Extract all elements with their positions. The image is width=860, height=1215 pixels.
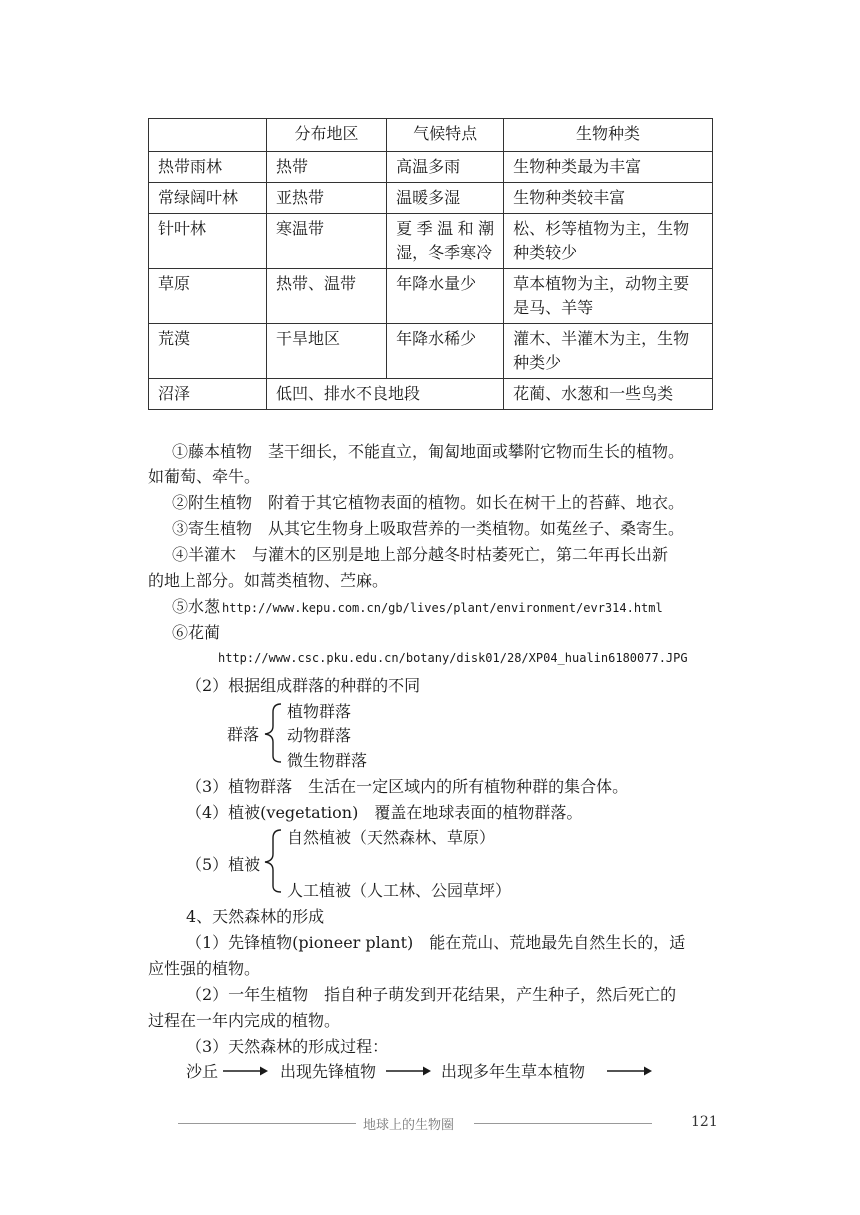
table-cell: 草本植物为主，动物主要是马、羊等 [504,269,713,324]
table-cell: 年降水量少 [387,269,504,324]
note-vine: ①藤本植物 茎干细长，不能直立，匍匐地面或攀附它物而生长的植物。 [172,442,685,461]
page-number: 121 [691,1114,718,1130]
forest-process-heading: （3）天然森林的形成过程： [186,1037,389,1056]
table-cell: 年降水稀少 [387,324,504,379]
table-cell: 生物种类较丰富 [504,183,713,214]
flow-arrow-icon [606,1063,654,1079]
table-cell: 松、杉等植物为主，生物种类较少 [504,214,713,269]
forest-pioneer-cont: 应性强的植物。 [148,959,261,978]
flow-arrow-icon [385,1063,433,1079]
table-cell: 温暖多湿 [387,183,504,214]
biome-table [148,118,713,410]
community-heading: （2）根据组成群落的种群的不同 [186,676,421,695]
flow-step: 沙丘 [186,1062,219,1081]
table-header-cell: 生物种类 [504,119,713,152]
note-scirpus [172,595,663,620]
note-butomus-label: ⑥花蔺 [172,623,221,642]
community-brace [259,700,285,766]
flow-step: 出现先锋植物 [280,1062,377,1081]
table-cell: 沼泽 [149,379,267,410]
footer-rule-left [178,1123,356,1124]
table-row [149,269,713,324]
table-row [149,152,713,183]
table-cell: 草原 [149,269,267,324]
community-root: 群落 [227,725,260,744]
community-item: 植物群落 [287,702,352,721]
table-row [149,324,713,379]
table-cell: 针叶林 [149,214,267,269]
forest-annual: （2）一年生植物 指自种子萌发到开花结果，产生种子，然后死亡的 [186,985,677,1004]
note-subshrub-cont: 的地上部分。如蒿类植物、苎麻。 [148,571,389,590]
footer-title: 地球上的生物圈 [363,1118,455,1133]
note-subshrub: ④半灌木 与灌木的区别是地上部分越冬时枯萎死亡，第二年再长出新 [172,545,669,564]
table-header-row [149,119,713,152]
forest-pioneer: （1）先锋植物(pioneer plant) 能在荒山、荒地最先自然生长的，适 [186,933,686,952]
table-cell: 热带雨林 [149,152,267,183]
flow-step: 出现多年生草本植物 [441,1062,586,1081]
table-row [149,183,713,214]
note-butomus-url[interactable]: http://www.csc.pku.edu.cn/botany/disk01/28/XP04_hualin6180077.JPG [218,651,688,665]
table-cell: 热带 [267,152,387,183]
table-cell: 花蔺、水葱和一些鸟类 [504,379,713,410]
table-header-cell: 分布地区 [267,119,387,152]
table-cell: 亚热带 [267,183,387,214]
table-cell: 生物种类最为丰富 [504,152,713,183]
footer-rule-right [474,1123,652,1124]
table-cell: 低凹、排水不良地段 [267,379,504,410]
table-cell: 热带、温带 [267,269,387,324]
table-header-cell [149,119,267,152]
note-vine-cont: 如葡萄、牵牛。 [148,467,261,486]
note-scirpus-url[interactable]: http://www.kepu.com.cn/gb/lives/plant/environment/evr314.html [222,601,663,615]
table-header-cell: 气候特点 [387,119,504,152]
table-cell: 寒温带 [267,214,387,269]
table-cell: 灌木、半灌木为主，生物种类少 [504,324,713,379]
vegetation-item: 人工植被（人工林、公园草坪） [287,881,512,900]
community-item: 微生物群落 [287,751,368,770]
community-item: 动物群落 [287,726,352,745]
forest-heading: 4、天然森林的形成 [186,907,325,926]
note-epiphyte: ②附生植物 附着于其它植物表面的植物。如长在树干上的苔藓、地衣。 [172,493,685,512]
table-cell: 夏季温和潮湿，冬季寒冷 [387,214,504,269]
vegetation-root: （5）植被 [186,855,261,874]
def-vegetation: （4）植被(vegetation) 覆盖在地球表面的植物群落。 [186,803,583,822]
table-cell: 高温多雨 [387,152,504,183]
flow-arrow-icon [222,1063,270,1079]
note-scirpus-label: ⑤水葱 [172,597,221,616]
table-cell: 常绿阔叶林 [149,183,267,214]
table-cell: 干旱地区 [267,324,387,379]
forest-annual-cont: 过程在一年内完成的植物。 [148,1011,341,1030]
vegetation-brace [259,826,285,896]
def-plant-community: （3）植物群落 生活在一定区域内的所有植物种群的集合体。 [186,777,629,796]
table-row [149,214,713,269]
table-cell: 荒漠 [149,324,267,379]
table-row [149,379,713,410]
note-parasite: ③寄生植物 从其它生物身上吸取营养的一类植物。如菟丝子、桑寄生。 [172,519,685,538]
vegetation-item: 自然植被（天然森林、草原） [287,828,496,847]
